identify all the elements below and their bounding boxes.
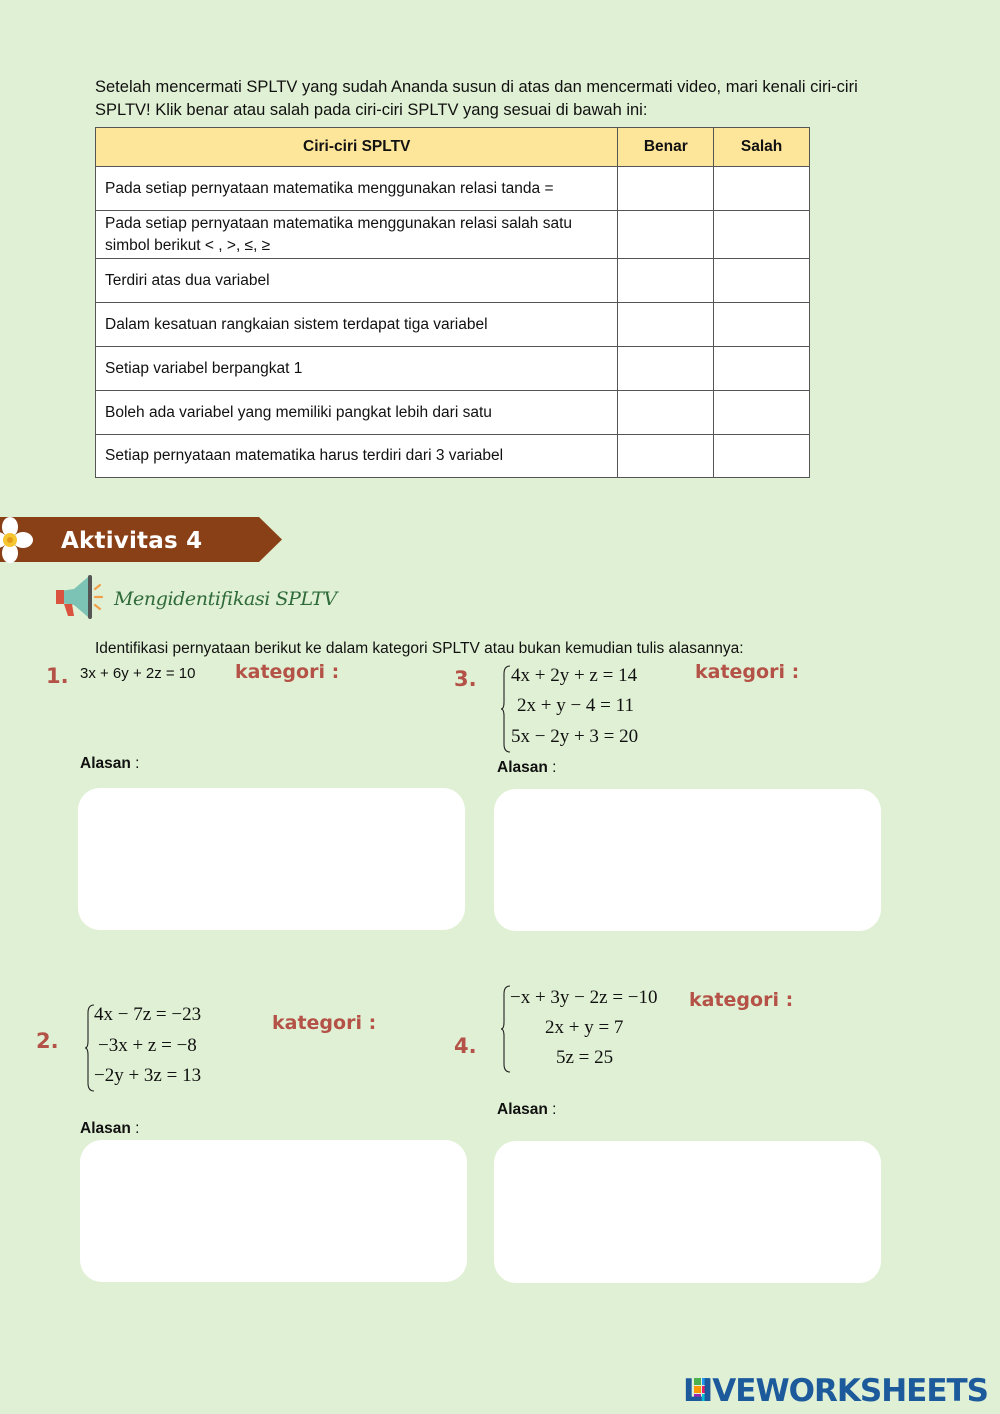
benar-cell[interactable] [618, 211, 714, 259]
activity-subtitle: Mengidentifikasi SPLTV [114, 588, 337, 610]
alasan-text: Alasan [497, 759, 548, 776]
table-row [96, 391, 810, 435]
table-row [96, 347, 810, 391]
salah-cell[interactable] [714, 303, 810, 347]
benar-cell[interactable] [618, 167, 714, 211]
answer-box-1[interactable] [78, 788, 465, 930]
criteria-text: Pada setiap pernyataan matematika menggunakan relasi salah satu simbol berikut < , >, ≤, ≥ [96, 211, 618, 259]
question-number-3: 3. [454, 667, 477, 691]
answer-box-2[interactable] [80, 1140, 467, 1282]
equation-line: 5x − 2y + 3 = 20 [511, 726, 639, 747]
criteria-table [95, 127, 810, 478]
table-row [96, 303, 810, 347]
instruction-text: Identifikasi pernyataan berikut ke dalam kategori SPLTV atau bukan kemudian tulis alasannya: [95, 640, 744, 657]
megaphone-icon [54, 574, 104, 620]
question-3-system [500, 664, 650, 754]
kategori-label-1: kategori : [235, 661, 340, 683]
activity-title: Aktivitas 4 [61, 528, 203, 554]
benar-cell[interactable] [618, 391, 714, 435]
alasan-text: Alasan [497, 1101, 548, 1118]
benar-cell[interactable] [618, 435, 714, 478]
question-number-4: 4. [454, 1034, 477, 1058]
benar-cell[interactable] [618, 259, 714, 303]
equation-line: 2x + y = 7 [545, 1017, 624, 1038]
benar-cell[interactable] [618, 347, 714, 391]
answer-box-4[interactable] [494, 1141, 881, 1283]
salah-cell[interactable] [714, 167, 810, 211]
alasan-text: Alasan [80, 755, 131, 772]
criteria-text: Pada setiap pernyataan matematika menggunakan relasi tanda = [96, 167, 618, 211]
equation-line: 2x + y − 4 = 11 [517, 695, 634, 716]
question-number-1: 1. [46, 664, 69, 688]
alasan-label-3 [497, 759, 556, 777]
equation-line: 4x + 2y + z = 14 [511, 665, 638, 686]
benar-cell[interactable] [618, 303, 714, 347]
salah-cell[interactable] [714, 259, 810, 303]
equation-line: −x + 3y − 2z = −10 [510, 987, 658, 1008]
answer-box-3[interactable] [494, 789, 881, 931]
salah-cell[interactable] [714, 211, 810, 259]
kategori-label-2: kategori : [272, 1012, 377, 1034]
question-4-system [500, 984, 680, 1074]
criteria-text: Setiap variabel berpangkat 1 [96, 347, 618, 391]
alasan-text: Alasan [80, 1120, 131, 1137]
question-1-equation: 3x + 6y + 2z = 10 [80, 665, 196, 682]
salah-cell[interactable] [714, 435, 810, 478]
header-benar: Benar [618, 128, 714, 167]
header-criteria: Ciri-ciri SPLTV [96, 128, 618, 167]
alasan-colon: : [547, 759, 557, 776]
question-number-2: 2. [36, 1029, 59, 1053]
kategori-label-3: kategori : [695, 661, 800, 683]
equation-line: 5z = 25 [556, 1047, 614, 1068]
alasan-colon: : [130, 1120, 140, 1137]
criteria-text: Terdiri atas dua variabel [96, 259, 618, 303]
alasan-label-4 [497, 1101, 556, 1119]
equation-line: −2y + 3z = 13 [94, 1065, 202, 1086]
table-row [96, 167, 810, 211]
table-row [96, 211, 810, 259]
kategori-label-4: kategori : [689, 989, 794, 1011]
salah-cell[interactable] [714, 347, 810, 391]
criteria-text: Setiap pernyataan matematika harus terdiri dari 3 variabel [96, 435, 618, 478]
header-salah: Salah [714, 128, 810, 167]
table-header-row [96, 128, 810, 167]
flower-icon [0, 516, 34, 564]
intro-paragraph: Setelah mencermati SPLTV yang sudah Ananda susun di atas dan mencermati video, mari kenali ciri-ciri SPLTV! Klik benar atau salah pada ciri-ciri SPLTV yang sesuai di bawah ini: [95, 78, 858, 119]
criteria-text: Boleh ada variabel yang memiliki pangkat lebih dari satu [96, 391, 618, 435]
alasan-colon: : [547, 1101, 557, 1118]
equation-line: −3x + z = −8 [98, 1035, 197, 1056]
salah-cell[interactable] [714, 391, 810, 435]
criteria-text: Dalam kesatuan rangkaian sistem terdapat tiga variabel [96, 303, 618, 347]
alasan-label-2 [80, 1120, 139, 1138]
table-row [96, 435, 810, 478]
question-2-system [84, 1003, 234, 1093]
liveworksheets-logo: LIVEWORKSHEETS [683, 1373, 988, 1409]
alasan-colon: : [130, 755, 140, 772]
equation-line: 4x − 7z = −23 [94, 1004, 202, 1025]
table-row [96, 259, 810, 303]
alasan-label-1 [80, 755, 139, 773]
